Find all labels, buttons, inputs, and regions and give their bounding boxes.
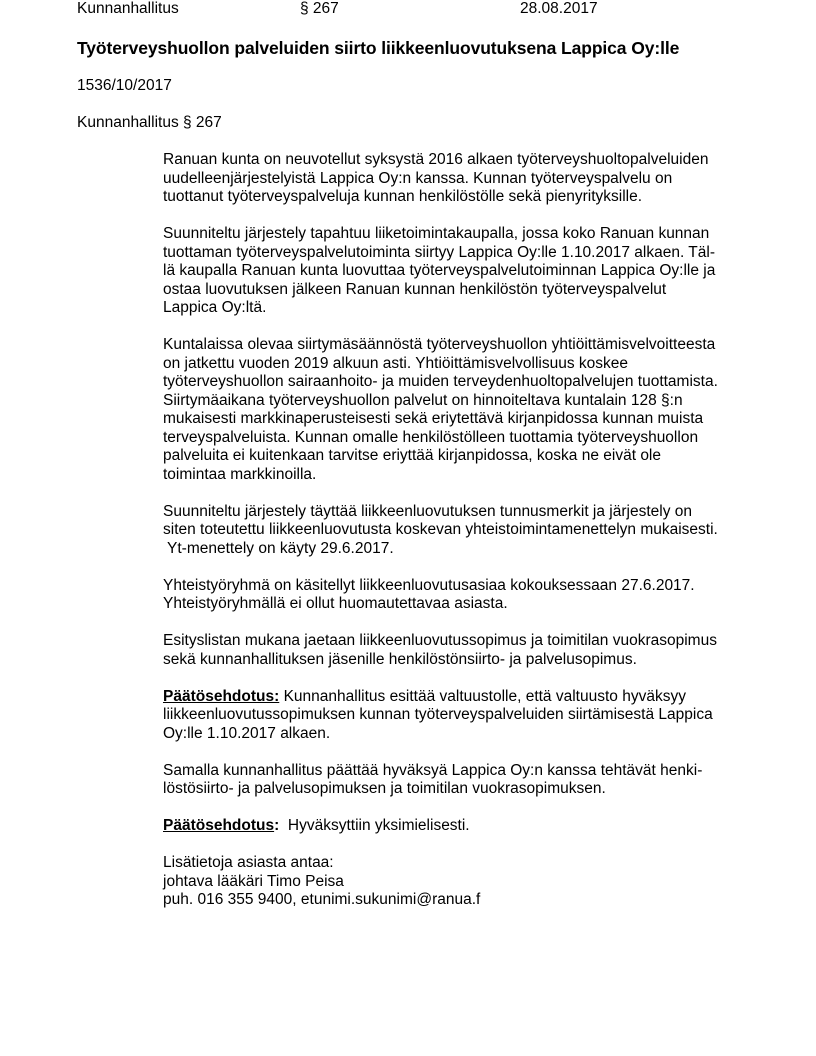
text-line: liikkeenluovutussopimuksen kunnan työterveyspalveluiden siirtämisestä Lappica (163, 706, 713, 723)
decision-text: Hyväksyttiin yksimielisesti. (279, 817, 470, 834)
text-line: Lappica Oy:ltä. (163, 299, 267, 316)
header-body-name: Kunnanhallitus (77, 0, 179, 17)
document-body (163, 151, 753, 928)
text-line: löstösiirto- ja palvelusopimuksen ja toimitilan vuokrasopimuksen. (163, 780, 606, 797)
text-line: ostaa luovutuksen jälkeen Ranuan kunnan henkilöstön työterveyspalvelut (163, 280, 667, 298)
text-line: tuottanut työterveyspalveluja kunnan henkilöstölle sekä pienyrityksille. (163, 188, 643, 205)
text-line: Kuntalaissa olevaa siirtymäsäännöstä työterveyshuollon yhtiöittämisvelvoitteesta (163, 336, 716, 353)
text-line: Siirtymäaikana työterveyshuollon palvelut on hinnoiteltava kuntalain 128 §:n (163, 391, 683, 409)
text-line: Yt-menettely on käyty 29.6.2017. (163, 539, 394, 557)
proposal-extra-paragraph (163, 762, 753, 799)
decision-paragraph (163, 817, 753, 836)
diary-number: 1536/10/2017 (77, 77, 172, 94)
text-line: uudelleenjärjestelyistä Lappica Oy:n kanssa. Kunnan työterveyspalvelu on (163, 169, 673, 187)
header-meeting-date: 28.08.2017 (520, 0, 598, 17)
text-line: tuottaman työterveyspalvelutoiminta siirtyy Lappica Oy:lle 1.10.2017 alkaen. Täl- (163, 243, 715, 261)
text-line: Yhteistyöryhmällä ei ollut huomautettavaa asiasta. (163, 595, 508, 612)
text-line: Esityslistan mukana jaetaan liikkeenluovutussopimus ja toimitilan vuokrasopimus (163, 632, 717, 649)
proposal-label: Päätösehdotus: (163, 687, 280, 705)
proposal-text: Kunnanhallitus esittää valtuustolle, että valtuusto hyväksyy (279, 687, 686, 705)
header-section-number: § 267 (300, 0, 339, 17)
text-line: Yhteistyöryhmä on käsitellyt liikkeenluovutusasiaa kokouksessaan 27.6.2017. (163, 576, 695, 594)
section-reference: Kunnanhallitus § 267 (77, 114, 222, 131)
proposal-paragraph (163, 688, 753, 744)
contact-info (163, 854, 753, 910)
text-line: palveluita ei kuitenkaan tarvitse eriyttää kirjanpidossa, koska ne eivät ole (163, 447, 661, 464)
contact-person: johtava lääkäri Timo Peisa (163, 872, 344, 890)
document-title: Työterveyshuollon palveluiden siirto liikkeenluovutuksena Lappica Oy:lle (77, 38, 680, 58)
paragraph-transition-rules (163, 336, 753, 484)
text-line: terveyspalveluista. Kunnan omalle henkilöstölleen tuottamia työterveyshuollon (163, 428, 699, 446)
paragraph-attachments (163, 632, 753, 669)
text-line: siten toteutettu liikkeenluovutusta koskevan yhteistoimintamenettelyn mukaisesti. (163, 521, 718, 538)
text-line: Samalla kunnanhallitus päättää hyväksyä Lappica Oy:n kanssa tehtävät henki- (163, 761, 703, 779)
text-line: mukaisesti markkinaperusteisesti sekä eriytettävä kirjanpidossa kunnan muista (163, 410, 704, 427)
text-line: sekä kunnanhallituksen jäsenille henkilöstönsiirto- ja palvelusopimus. (163, 650, 637, 668)
text-line: Ranuan kunta on neuvotellut syksystä 2016 alkaen työterveyshuoltopalveluiden (163, 151, 709, 168)
text-line: työterveyshuollon sairaanhoito- ja muiden terveydenhuoltopalvelujen tuottamista. (163, 373, 718, 390)
text-line: lä kaupalla Ranuan kunta luovuttaa työterveyspalvelutoiminnan Lappica Oy:lle ja (163, 262, 716, 279)
decision-label: Päätösehdotus (163, 817, 275, 834)
text-line: Oy:lle 1.10.2017 alkaen. (163, 724, 331, 742)
text-line: toimintaa markkinoilla. (163, 465, 317, 483)
paragraph-background (163, 151, 753, 207)
paragraph-arrangement (163, 225, 753, 318)
contact-intro: Lisätietoja asiasta antaa: (163, 854, 334, 871)
paragraph-cooperation-group (163, 577, 753, 614)
decision-label-colon: : (274, 817, 280, 834)
text-line: Suunniteltu järjestely täyttää liikkeenluovutuksen tunnusmerkit ja järjestely on (163, 502, 693, 520)
text-line: Suunniteltu järjestely tapahtuu liiketoimintakaupalla, jossa koko Ranuan kunnan (163, 225, 710, 242)
paragraph-transfer-criteria (163, 503, 753, 559)
contact-phone-email: puh. 016 355 9400, etunimi.sukunimi@ranua.f (163, 891, 481, 908)
text-line: on jatkettu vuoden 2019 alkuun asti. Yhtiöittämisvelvollisuus koskee (163, 354, 628, 372)
